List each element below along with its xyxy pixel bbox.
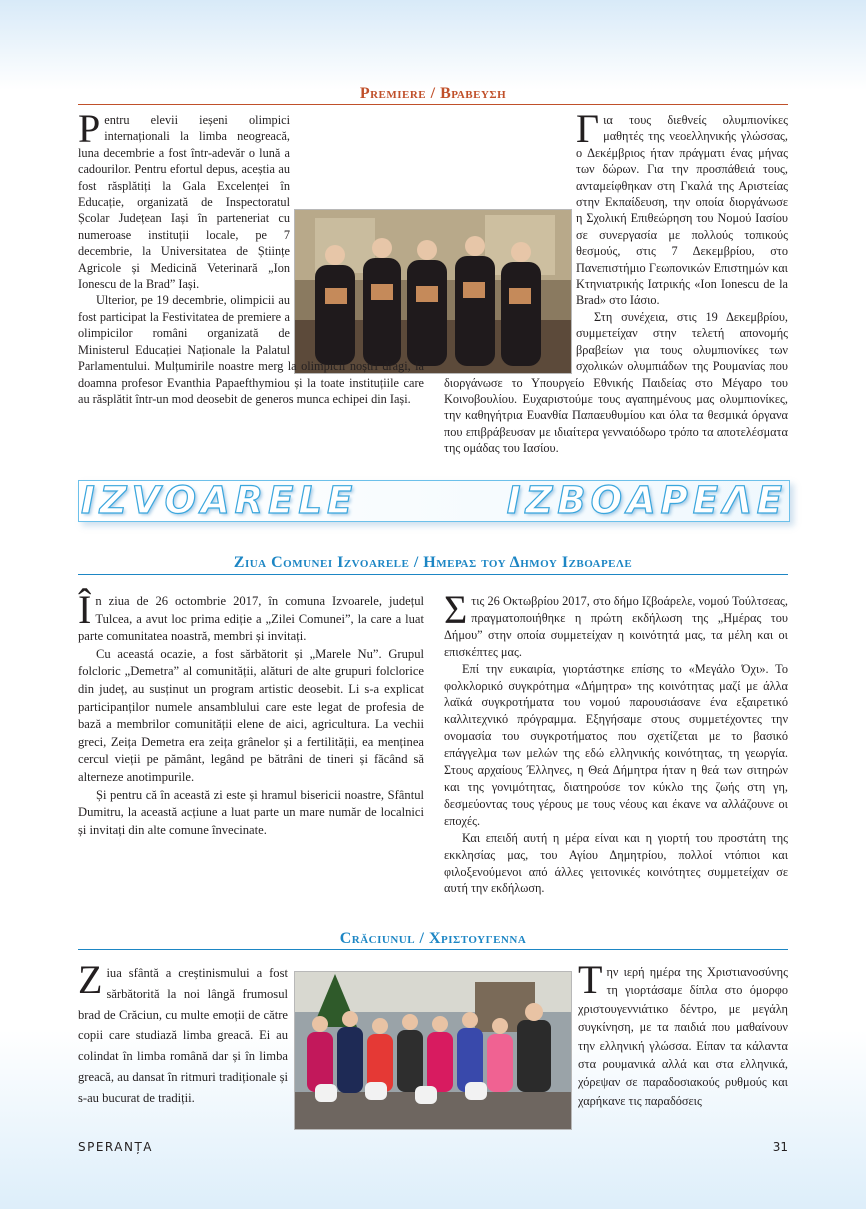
section-title-ziua-comunei: Ziua Comunei Izvoarele / Ημερας του Δημου Ιζβοαρελε: [233, 554, 633, 571]
gr-paragraph-1: ην ιερή ημέρα της Χριστιανοσύνης τη γιορτάσαμε δίπλα στο όμορφο χριστουγεννιάτικο δέντρο, με μεγάλη συγκίνηση, με τα παιδιά που μαθαίνουν την ελληνική γλώσσα. Είπαν τα κάλαντα στα ρουμανικά αλλά και στα ελληνικά, χόρεψαν σε παραδοσιακούς ρυθμούς και χαρήκανε τις παραδόσεις: [578, 965, 788, 1108]
dropcap: Γ: [576, 106, 600, 151]
ziua-gr-text: [444, 587, 788, 897]
page-number: 31: [772, 1140, 788, 1154]
ro-paragraph-1: iua sfântă a creștinismului a fost sărbătorită la noi lângă frumosul brad de Crăciun, cu multe emoții de către copii care studiază limba greacă. Ei au colindat în limba română dar și în limba greacă, au dansat în ritmuri tradiționale și s-au bucurat de tradiții.: [78, 966, 288, 1105]
gr-paragraph-1: ια τους διεθνείς ολυμπιονίκες μαθητές της νεοελληνικής γλώσσας, ο Δεκέμβριος ήταν πράγματι ένας μήνας των δώρων. Για την προσπάθειά τους, ανταμείφθηκαν στη Γκαλά της Αριστείας στην Εκπαίδευση, την οποία διοργάνωσε η Σχολική Επιθεώρηση του Νομού Ιασίου σε συνεργασία με πολλούς τοπικούς θεσμούς, στις 7 Δεκεμβρίου, στο Πανεπιστήμιο Γεωπονικών Επιστημών και Κτηνιατρικής Ιατρικής «Ion Ionescu de la Brad» στο Ιάσιο.: [576, 113, 788, 308]
ziua-ro-text: [78, 587, 424, 839]
dropcap: Τ: [578, 957, 603, 1002]
craciunul-gr-text: [578, 957, 788, 1110]
section-rule: [78, 949, 788, 950]
ro-paragraph-1: entru elevii ieșeni olimpici internaționali la limba neogreacă, luna decembrie a fost într-adevăr o lună a cadourilor. Pentru efortul depus, aceștia au fost răsplătiți la Gala Excelenței în Educație, organizată de Inspectoratul Școlar Județean Iași în parteneriat cu numeroase instituții locale, pe 7 decembrie, la Universitatea de Științe Agricole și Medicină Veterinară „Ion Ionescu de la Brad” Iași.: [78, 113, 290, 292]
gr-paragraph-2: Στη συνέχεια, στις 19 Δεκεμβρίου, συμμετείχαν στην τελετή απονομής βραβείων για τους ολυμπιονίκες των σχολικών ολυμπιάδων της Ρουμανίας που διοργάνωσε το Υπουργείο Εθνικής Παιδείας στο Μέγαρο του Κοινοβουλίου. Ευχαριστούμε τους αγαπημένους μας ολυμπιονίκες, την καθηγήτρια Ευανθία Παπαευθυμίου και όλα τα θεσμικά όργανα που επιβράβευσαν με ιδιαίτερα γενναιόδωρο τρόπο τα αποτελέσματα της ομάδας του Ιασίου.: [444, 309, 788, 456]
izvoarele-banner: [78, 480, 790, 522]
premiere-gr-text: [444, 106, 788, 457]
gr-paragraph-2: Επί την ευκαιρία, γιορτάστηκε επίσης το «Μεγάλο Όχι». Το φολκλορικό συγκρότημα «Δήμητρα» της κοινότητας μαζί με άλλα λαϊκά συγκροτήματα του νομού παρουσιάσανε ένα εξαιρετικό καλλιτεχνικό πρόγραμμα. Εξηγήσαμε στους συμμετέχοντες την ονομασία του συγκροτήματος που σχετίζεται με το βασικό επάγγελμα των μελών της εδώ ελληνικής κοινότητας, τη γεωργία. Στους αρχαίους Έλληνες, η Θεά Δήμητρα ήταν η θεά των σιτηρών και της γονιμότητας, διατηρούσε τον κύκλο της ζωής στη γη, δεσμεύοντας τους γέρους με τους νέους και έκανε να αλλάζουνε οι εποχές.: [444, 661, 788, 828]
ro-paragraph-2: Ulterior, pe 19 decembrie, olimpicii au fost participat la Festivitatea de premiere a olimpicilor români organizată de Ministerul Educației Naționale la Palatul Parlamentului. Mulțumirile noastre merg la olimpicii noștri dragi, la doamna profesor Evanthia Papaefthymiou și la toate instituțiile care au răsplătit într-un mod deosebit de generos munca echipei din Iași.: [78, 293, 424, 406]
ro-paragraph-1: n ziua de 26 octombrie 2017, în comuna Izvoarele, județul Tulcea, a avut loc prima ediție a „Zilei Comunei”, la care a luat parte comunitatea noastră, membri și invitați.: [78, 594, 424, 644]
section-title-premiere: Premiere / Βραβευση: [359, 85, 507, 102]
dropcap: P: [78, 106, 101, 151]
section-title-craciunul: Crăciunul / Χριστουγεννα: [339, 930, 527, 947]
magazine-name: SPERANȚA: [78, 1140, 154, 1154]
gr-paragraph-1: τις 26 Οκτωβρίου 2017, στο δήμο Ιζβοάρελε, νομού Τούλτσεας, πραγματοποιήθηκε η πρώτη εκδήλωση της „Ημέρας του Δήμου” στην οποία συμμετείχαν η κοινότητά μας, τα μέλη και οι επισκέπτες μας.: [444, 594, 788, 659]
section-rule: [78, 104, 788, 105]
premiere-ro-text: [78, 106, 424, 407]
craciunul-ro-text: [78, 957, 288, 1109]
banner-word-gr: ΙΖΒΟΑΡΕΛΕ: [506, 479, 787, 522]
ro-paragraph-3: Și pentru că în această zi este și hramul bisericii noastre, Sfântul Dumitru, la această acțiune a luat parte un mare număr de localnici și invitați din alte comune învecinate.: [78, 787, 424, 837]
christmas-group-photo: [294, 971, 572, 1130]
gr-paragraph-3: Και επειδή αυτή η μέρα είναι και η γιορτή του προστάτη της εκκλησίας μας, του Αγίου Δημητρίου, πολλοί ντόπιοι και φιλοξενούμενοι από άλλες γειτονικές κοινότητες συμμετείχαν σε αυτή την εκδήλωση.: [444, 830, 788, 896]
ro-paragraph-2: Cu aceastá ocazie, a fost sărbătorit și „Marele Nu”. Grupul folcloric „Demetra” al comunității, alături de alte grupuri folclorice din județ, au susținut un program artistic deosebit. Li s-a explicat participanților numele ansamblului care este legat de profesia de bază a membrilor comunității elene de aici, agricultura. La vechii greci, Zeița Demetra era zeița grânelor și a fertilității, ea menținea cercul vieții pe pământ, legând pe bătrâni de tineri și făcând să alterneze anotimpurile.: [78, 646, 424, 784]
section-rule: [78, 574, 788, 575]
dropcap: Z: [78, 957, 103, 1002]
dropcap: Î: [78, 587, 92, 632]
dropcap: Σ: [444, 587, 468, 632]
banner-word-ro: IZVOARELE: [81, 479, 358, 522]
